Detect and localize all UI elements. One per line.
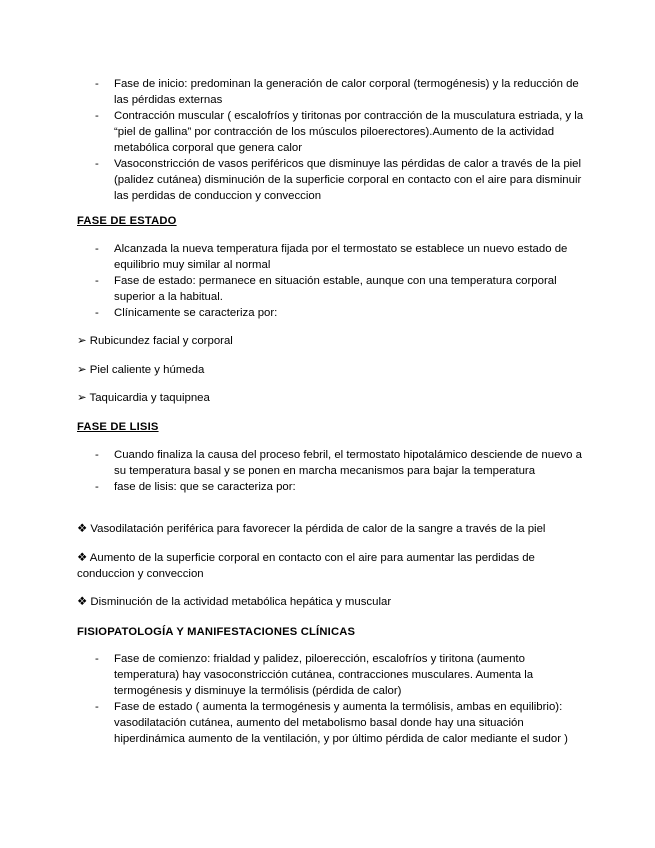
- lisis-sign-item: ❖ Vasodilatación periférica para favorecer la pérdida de calor de la sangre a través de la piel: [77, 523, 546, 535]
- dash-marker: -: [95, 653, 99, 665]
- fisiopatologia-list: [77, 651, 587, 747]
- dash-marker: -: [95, 449, 99, 461]
- dash-marker: -: [95, 110, 99, 122]
- diamond-bullet-icon: ❖: [77, 523, 88, 535]
- fase-lisis-list-block: [77, 447, 587, 495]
- diamond-bullet-icon: ❖: [77, 596, 88, 608]
- fase-estado-list-block: [77, 241, 587, 321]
- list-item: - Fase de estado: permanece en situación estable, aunque con una temperatura corporal superior a la habitual.: [95, 275, 557, 303]
- section-heading-fisiopatologia: FISIOPATOLOGÍA Y MANIFESTACIONES CLÍNICAS: [77, 626, 356, 638]
- list-item: - Fase de inicio: predominan la generación de calor corporal (termogénesis) y la reducción de las pérdidas externas: [95, 78, 579, 106]
- dash-marker: -: [95, 481, 99, 493]
- sign-item: ➢ Rubicundez facial y corporal: [77, 335, 233, 347]
- list-item: - Clínicamente se caracteriza por:: [95, 307, 278, 319]
- intro-list-block: [77, 76, 587, 204]
- arrow-bullet-icon: ➢: [77, 392, 87, 404]
- dash-marker: -: [95, 701, 99, 713]
- dash-marker: -: [95, 307, 99, 319]
- dash-marker: -: [95, 275, 99, 287]
- list-item: - Contracción muscular ( escalofríos y tiritonas por contracción de la musculatura estriada, y la “piel de gallina” por contracción de los músculos piloerectores).Aumento de la actividad metabólica corporal que genera calor: [95, 110, 584, 154]
- list-item: - Alcanzada la nueva temperatura fijada por el termostato se establece un nuevo estado de equilibrio muy similar al normal: [95, 243, 568, 271]
- lisis-sign-item: ❖ Aumento de la superficie corporal en contacto con el aire para aumentar las perdidas de conduccion y conveccion: [77, 552, 535, 580]
- fisiopatologia-list-block: [77, 651, 587, 747]
- list-item: - Fase de estado ( aumenta la termogénesis y aumenta la termólisis, ambas en equilibrio): vasodilatación cutánea, aumento del metabolismo basal donde hay una situación hiperdinámica aumento de la ventilación, y por último pérdida de calor mediante el sudor ): [95, 701, 568, 745]
- intro-list: [77, 76, 587, 204]
- sign-item: ➢ Taquicardia y taquipnea: [77, 392, 210, 404]
- diamond-bullet-icon: ❖: [77, 552, 88, 564]
- arrow-bullet-icon: ➢: [77, 364, 87, 376]
- list-item: - Fase de comienzo: frialdad y palidez, piloerección, escalofríos y tiritona (aumento temperatura) hay vasoconstricción cutánea, contracciones musculares. Aumenta la termogénesis y disminuye la termólisis (pérdida de calor): [95, 653, 534, 697]
- fase-estado-list: [77, 241, 587, 321]
- section-heading-fase-lisis: FASE DE LISIS: [77, 421, 159, 433]
- list-item: - fase de lisis: que se caracteriza por:: [95, 481, 296, 493]
- list-item: - Cuando finaliza la causa del proceso febril, el termostato hipotalámico desciende de nuevo a su temperatura basal y se ponen en marcha mecanismos para bajar la temperatura: [95, 449, 582, 477]
- section-heading-fase-estado: FASE DE ESTADO: [77, 215, 177, 227]
- lisis-sign-item: ❖ Disminución de la actividad metabólica hepática y muscular: [77, 596, 392, 608]
- list-item: - Vasoconstricción de vasos periféricos que disminuye las pérdidas de calor a través de la piel (palidez cutánea) disminución de la superficie corporal en contacto con el aire para disminuir las perdidas de conduccion y conveccion: [95, 158, 582, 202]
- fase-lisis-list: [77, 447, 587, 495]
- dash-marker: -: [95, 78, 99, 90]
- dash-marker: -: [95, 158, 99, 170]
- dash-marker: -: [95, 243, 99, 255]
- sign-item: ➢ Piel caliente y húmeda: [77, 364, 205, 376]
- arrow-bullet-icon: ➢: [77, 335, 87, 347]
